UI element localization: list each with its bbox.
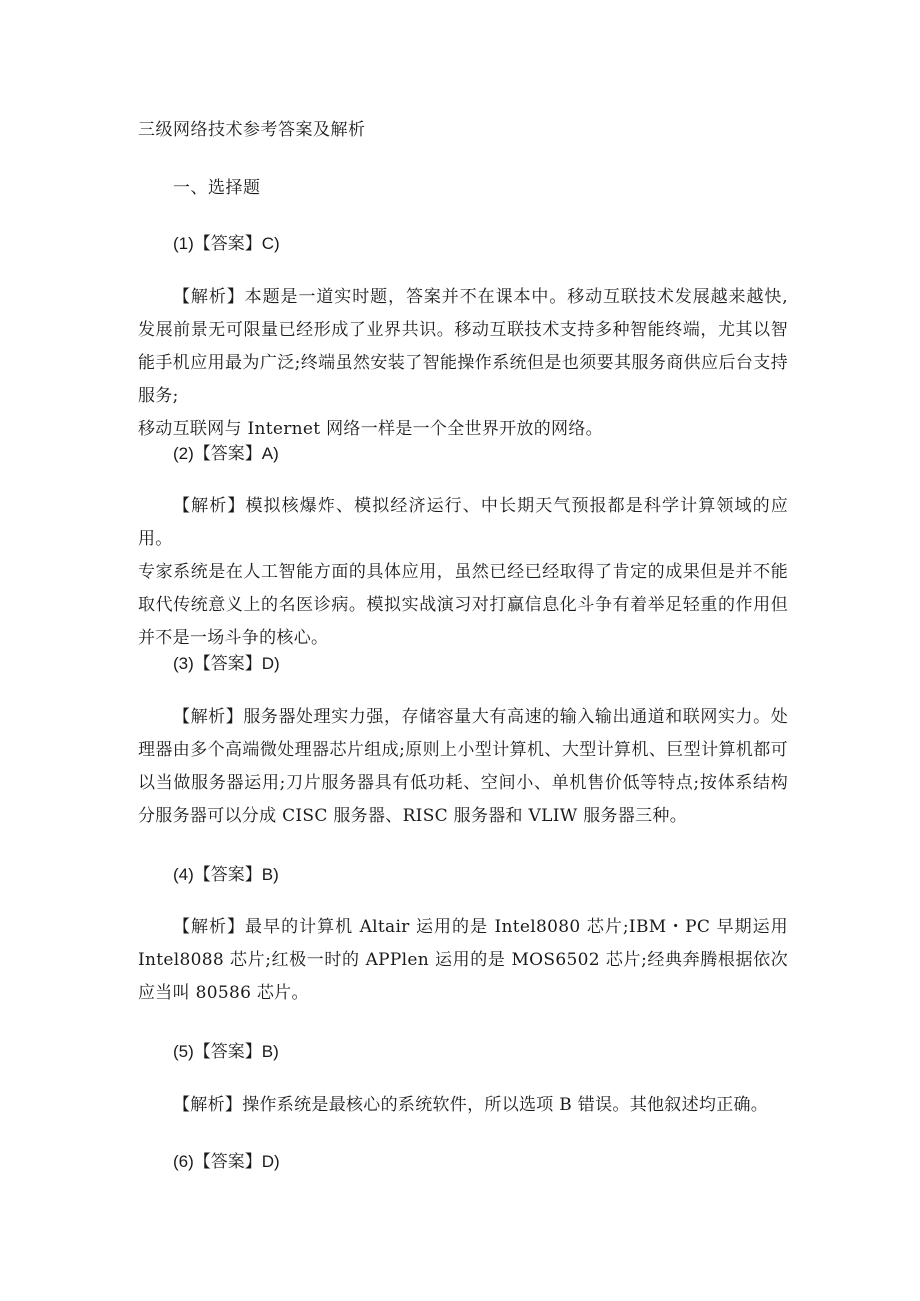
answer-3: (3)【答案】D): [173, 654, 280, 673]
section-title: 一、选择题: [173, 178, 261, 198]
answer-2: (2)【答案】A): [173, 444, 279, 463]
document-title: 三级网络技术参考答案及解析: [138, 120, 366, 140]
analysis-4: 【解析】最早的计算机 Altair 运用的是 Intel8080 芯片;IBM・PC 早期运用 Intel8088 芯片;红极一时的 APPlen 运用的是 MOS6502 芯片;经典奔腾根据依次应当叫 80586 芯片。: [138, 917, 788, 1003]
analysis-5: 【解析】操作系统是最核心的系统软件，所以选项 B 错误。其他叙述均正确。: [173, 1095, 769, 1115]
answer-6: (6)【答案】D): [173, 1152, 280, 1171]
analysis-2: 【解析】模拟核爆炸、模拟经济运行、中长期天气预报都是科学计算领域的应用。 专家系统是在人工智能方面的具体应用，虽然已经已经取得了肯定的成果但是并不能取代传统意义上的名医诊病。模拟实战演习对打赢信息化斗争有着举足轻重的作用但并不是一场斗争的核心。: [138, 496, 788, 648]
analysis-3: 【解析】服务器处理实力强，存储容量大有高速的输入输出通道和联网实力。处理器由多个高端微处理器芯片组成;原则上小型计算机、大型计算机、巨型计算机都可以当做服务器运用;刀片服务器具有低功耗、空间小、单机售价低等特点;按体系结构分服务器可以分成 CISC 服务器、RISC 服务器和 VLIW 服务器三种。: [138, 707, 788, 826]
answer-1: (1)【答案】C): [173, 234, 280, 253]
analysis-1: 【解析】本题是一道实时题，答案并不在课本中。移动互联技术发展越来越快, 发展前景无可限量已经形成了业界共识。移动互联技术支持多种智能终端，尤其以智能手机应用最为广泛;终端虽然安装了智能操作系统但是也须要其服务商供应后台支持服务; 移动互联网与 Internet 网络一样是一个全世界开放的网络。: [138, 287, 788, 439]
answer-4: (4)【答案】B): [173, 865, 279, 884]
answer-5: (5)【答案】B): [173, 1042, 279, 1061]
